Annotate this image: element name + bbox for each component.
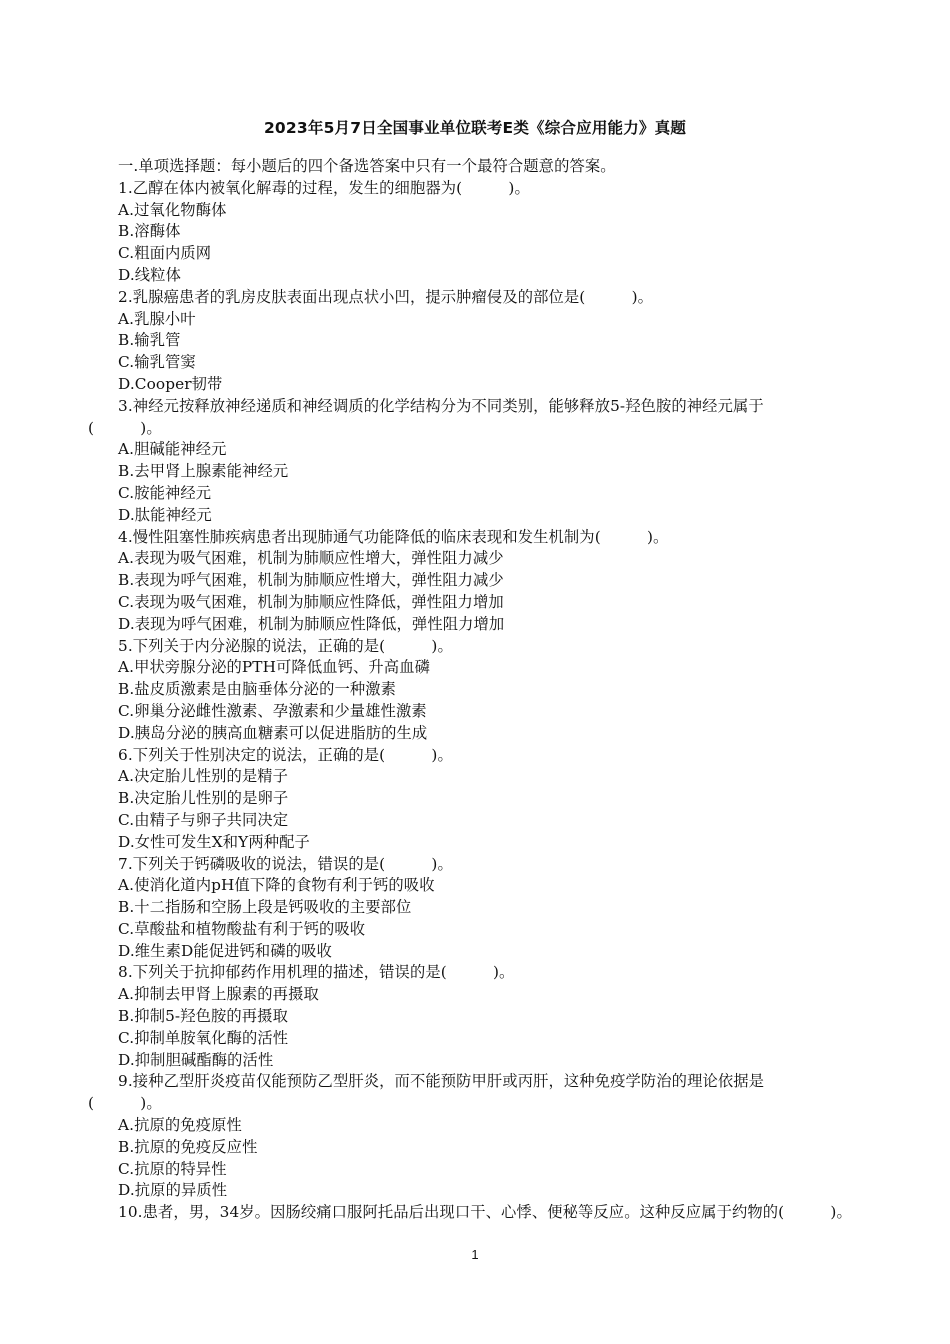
- document-title: 2023年5月7日全国事业单位联考E类《综合应用能力》真题: [263, 119, 687, 137]
- answer-option: B.决定胎儿性别的是卵子: [118, 789, 289, 808]
- answer-option: A.胆碱能神经元: [118, 440, 227, 459]
- answer-option: C.草酸盐和植物酸盐有利于钙的吸收: [118, 919, 366, 938]
- answer-option: A.抗原的免疫原性: [118, 1116, 242, 1135]
- answer-option: B.输乳管: [118, 331, 181, 350]
- answer-option: C.输乳管窦: [118, 353, 196, 372]
- answer-option: C.卵巢分泌雌性激素、孕激素和少量雄性激素: [118, 701, 427, 720]
- question-stem: 2.乳腺癌患者的乳房皮肤表面出现点状小凹，提示肿瘤侵及的部位是( )。: [118, 287, 654, 306]
- answer-option: A.抑制去甲肾上腺素的再摄取: [118, 985, 319, 1004]
- answer-option: D.表现为呼气困难，机制为肺顺应性降低，弹性阻力增加: [118, 614, 505, 633]
- answer-option: B.十二指肠和空肠上段是钙吸收的主要部位: [118, 898, 412, 917]
- answer-option: C.表现为吸气困难，机制为肺顺应性降低，弹性阻力增加: [118, 592, 504, 611]
- answer-option: B.溶酶体: [118, 222, 181, 241]
- answer-option: A.过氧化物酶体: [118, 200, 227, 219]
- answer-option: D.女性可发生X和Y两种配子: [118, 832, 310, 851]
- answer-option: D.线粒体: [118, 265, 181, 284]
- answer-option: B.抑制5-羟色胺的再摄取: [118, 1007, 288, 1026]
- answer-option: C.抑制单胺氧化酶的活性: [118, 1028, 289, 1047]
- question-stem: 1.乙醇在体内被氧化解毒的过程，发生的细胞器为( )。: [118, 178, 530, 197]
- question-stem: 3.神经元按释放神经递质和神经调质的化学结构分为不同类别，能够释放5-羟色胺的神经元属于: [118, 396, 764, 415]
- answer-option: A.甲状旁腺分泌的PTH可降低血钙、升高血磷: [118, 658, 430, 677]
- question-stem-continuation: ( )。: [88, 1094, 162, 1113]
- answer-option: C.胺能神经元: [118, 483, 212, 502]
- question-stem: 4.慢性阻塞性肺疾病患者出现肺通气功能降低的临床表现和发生机制为( )。: [118, 527, 669, 546]
- answer-option: B.抗原的免疫反应性: [118, 1137, 258, 1156]
- answer-option: B.表现为呼气困难，机制为肺顺应性增大，弹性阻力减少: [118, 571, 504, 590]
- answer-option: D.胰岛分泌的胰高血糖素可以促进脂肪的生成: [118, 723, 428, 742]
- answer-option: D.维生素D能促进钙和磷的吸收: [118, 941, 332, 960]
- answer-option: A.乳腺小叶: [118, 309, 196, 328]
- question-stem: 8.下列关于抗抑郁药作用机理的描述，错误的是( )。: [118, 963, 515, 982]
- answer-option: C.由精子与卵子共同决定: [118, 810, 289, 829]
- answer-option: D.Cooper韧带: [118, 374, 223, 393]
- question-list: [88, 156, 878, 1224]
- question-stem: 7.下列关于钙磷吸收的说法，错误的是( )。: [118, 854, 453, 873]
- answer-option: D.抑制胆碱酯酶的活性: [118, 1050, 274, 1069]
- question-stem-continuation: ( )。: [88, 418, 162, 437]
- answer-option: C.抗原的特异性: [118, 1159, 227, 1178]
- question-stem: 10.患者，男，34岁。因肠绞痛口服阿托品后出现口干、心悸、便秘等反应。这种反应属于约物的( )。: [118, 1203, 852, 1222]
- answer-option: A.使消化道内pH值下降的食物有利于钙的吸收: [118, 876, 435, 895]
- section-heading: 一.单项选择题：每小题后的四个备选答案中只有一个最符合题意的答案。: [118, 157, 616, 175]
- answer-option: D.肽能神经元: [118, 505, 212, 524]
- answer-option: B.去甲肾上腺素能神经元: [118, 462, 289, 481]
- page-number: 1: [471, 1247, 479, 1262]
- question-stem: 5.下列关于内分泌腺的说法，正确的是( )。: [118, 636, 453, 655]
- answer-option: A.决定胎儿性别的是精子: [118, 767, 289, 786]
- answer-option: B.盐皮质激素是由脑垂体分泌的一种激素: [118, 680, 397, 699]
- answer-option: C.粗面内质网: [118, 244, 212, 263]
- answer-option: A.表现为吸气困难，机制为肺顺应性增大，弹性阻力减少: [118, 549, 504, 568]
- answer-option: D.抗原的异质性: [118, 1181, 228, 1200]
- question-stem: 9.接种乙型肝炎疫苗仅能预防乙型肝炎，而不能预防甲肝或丙肝，这种免疫学防治的理论依据是: [118, 1072, 765, 1091]
- question-stem: 6.下列关于性别决定的说法，正确的是( )。: [118, 745, 453, 764]
